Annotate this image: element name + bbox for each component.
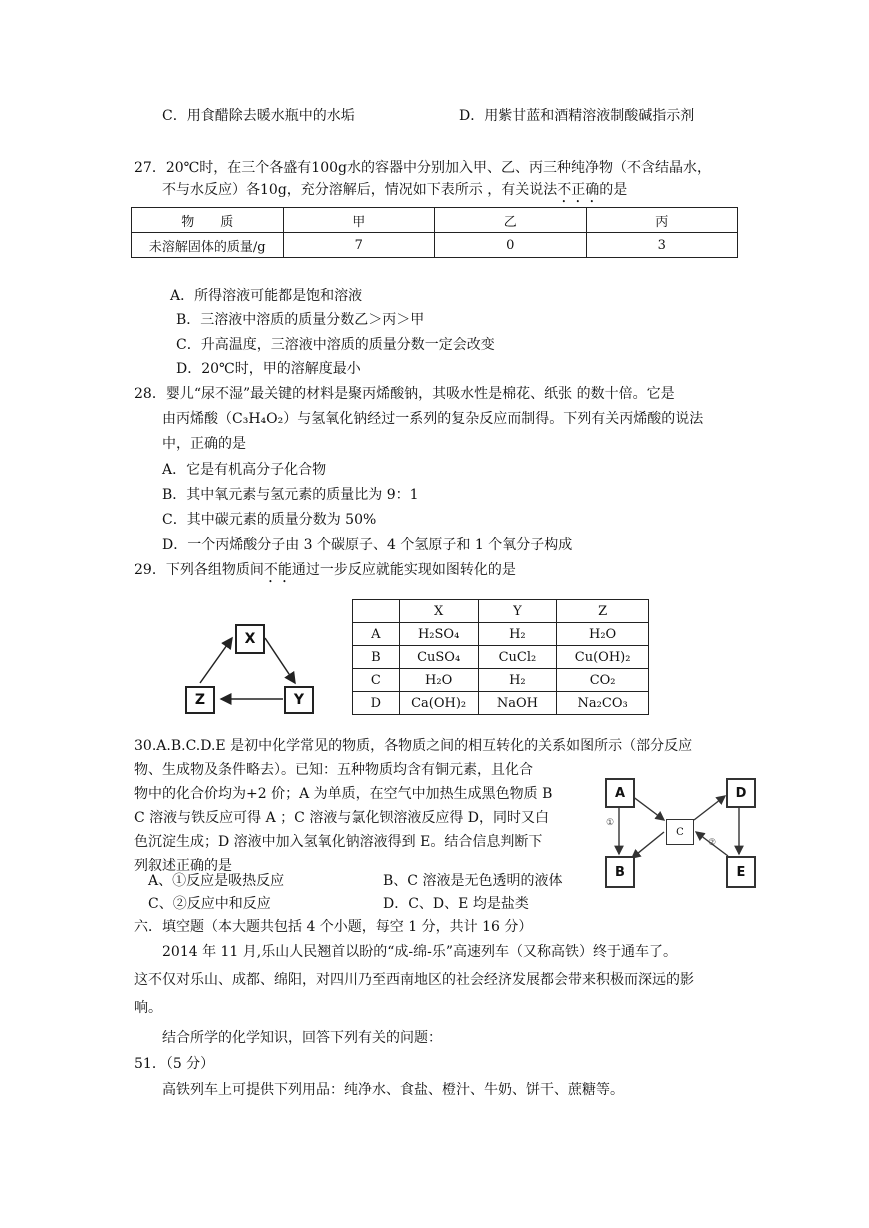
table-row	[353, 623, 649, 646]
q29-row-c-y: H₂	[478, 669, 557, 692]
q29-row-c-z: CO₂	[557, 669, 649, 692]
q26-option-c: C．用食醋除去暖水瓶中的水垢	[162, 108, 355, 124]
q51-text: 高铁列车上可提供下列用品：纯净水、食盐、橙汁、牛奶、饼干、蔗糖等。	[162, 1082, 624, 1098]
q30-option-d: D．C、D、E 均是盐类	[383, 896, 529, 912]
q27-header-bing: 丙	[586, 208, 738, 233]
q28-option-c: C．其中碳元素的质量分数为 50%	[162, 512, 377, 528]
q29-row-a-y: H₂	[478, 623, 557, 646]
q27-cell-bing: 3	[586, 233, 738, 258]
q27-header-substance: 物 质	[132, 208, 284, 233]
q30-stem-line3: 物中的化合价均为+2 价；A 为单质，在空气中加热生成黑色物质 B	[134, 786, 553, 802]
q27-header-yi: 乙	[435, 208, 587, 233]
q51-heading: 51．（5 分）	[134, 1056, 215, 1072]
q29-row-b-z: Cu(OH)₂	[557, 646, 649, 669]
q27-cell-jia: 7	[283, 233, 435, 258]
q30-stem-line5: 色沉淀生成；D 溶液中加入氢氧化钠溶液得到 E。结合信息判断下	[134, 834, 543, 850]
q29-row-c-x: H₂O	[399, 669, 478, 692]
q30-node-b: B	[605, 856, 635, 888]
q28-option-a: A．它是有机高分子化合物	[162, 462, 327, 478]
q29-row-b-x: CuSO₄	[399, 646, 478, 669]
q29-node-x: X	[235, 624, 265, 654]
arrow-x-to-y	[265, 638, 295, 683]
q29-stem-pre: 29．下列各组物质间	[134, 562, 264, 578]
q28-stem-line3: 中，正确的是	[162, 436, 246, 452]
q29-row-d-label: D	[353, 692, 400, 715]
q27-stem-line2-post: 的是	[599, 182, 628, 198]
q27-header-jia: 甲	[283, 208, 435, 233]
q30-node-d: D	[726, 778, 756, 808]
q27-table	[131, 207, 738, 258]
q28-option-d: D．一个丙烯酸分子由 3 个碳原子、4 个氢原子和 1 个氧分子构成	[162, 537, 573, 553]
arrow-c-to-b	[632, 832, 664, 858]
q29-node-y: Y	[284, 686, 314, 714]
q29-row-a-label: A	[353, 623, 400, 646]
arrow-z-to-x	[200, 638, 232, 683]
q29-node-z: Z	[185, 686, 215, 714]
q26-option-d: D．用紫甘蓝和酒精溶液制酸碱指示剂	[459, 108, 695, 124]
q27-stem-line1: 27．20℃时，在三个各盛有100g水的容器中分别加入甲、乙、丙三种纯净物（不含结晶水，	[134, 160, 711, 176]
q27-option-d: D．20℃时，甲的溶解度最小	[176, 361, 361, 377]
q29-row-b-label: B	[353, 646, 400, 669]
q30-stem-line1: 30.A.B.C.D.E 是初中化学常见的物质，各物质之间的相互转化的关系如图所示（部分反应	[134, 738, 693, 754]
section6-para1-line2: 这不仅对乐山、成都、绵阳，对四川乃至西南地区的社会经济发展都会带来积极而深远的影	[134, 972, 694, 988]
q30-node-a: A	[605, 778, 635, 808]
q29-row-a-z: H₂O	[557, 623, 649, 646]
q27-cell-yi: 0	[435, 233, 587, 258]
q29-row-d-x: Ca(OH)₂	[399, 692, 478, 715]
q28-stem-line2: 由丙烯酸（C₃H₄O₂）与氢氧化钠经过一系列的复杂反应而制得。下列有关丙烯酸的说法	[162, 411, 704, 427]
q29-header-y: Y	[478, 600, 557, 623]
q27-emphasis: 不正确	[557, 182, 600, 198]
q29-stem	[134, 560, 516, 586]
q29-stem-post: 通过一步反应就能实现如图转化的是	[291, 562, 516, 578]
table-row	[353, 692, 649, 715]
q28-stem-line1: 28．婴儿“尿不湿”最关键的材料是聚丙烯酸钠，其吸水性是棉花、纸张 的数十倍。它是	[134, 386, 675, 402]
table-row	[353, 600, 649, 623]
q27-stem-line2	[162, 180, 627, 206]
table-row	[353, 669, 649, 692]
q30-stem-line6: 列叙述正确的是	[134, 858, 232, 874]
q30-stem-line2: 物、生成物及条件略去）。已知：五种物质均含有铜元素，且化合	[134, 762, 533, 778]
q30-mark-1: ①	[606, 818, 615, 828]
q30-mark-2: ②	[708, 838, 717, 848]
q30-option-b: B、C 溶液是无色透明的液体	[383, 873, 563, 889]
section6-para2: 结合所学的化学知识，回答下列有关的问题：	[162, 1030, 442, 1046]
q29-row-a-x: H₂SO₄	[399, 623, 478, 646]
q27-option-a: A．所得溶液可能都是饱和溶液	[170, 288, 363, 304]
arrow-c-to-d	[694, 796, 725, 820]
table-row	[132, 208, 738, 233]
q27-stem-line2-pre: 不与水反应）各10g，充分溶解后，情况如下表所示 ，有关说法	[162, 182, 558, 198]
section6-title: 六．填空题（本大题共包括 4 个小题，每空 1 分，共计 16 分）	[134, 919, 533, 935]
q30-option-a: A、①反应是吸热反应	[148, 873, 285, 889]
q29-header-blank	[353, 600, 400, 623]
q29-header-z: Z	[557, 600, 649, 623]
table-row	[353, 646, 649, 669]
q29-row-d-z: Na₂CO₃	[557, 692, 649, 715]
q29-row-b-y: CuCl₂	[478, 646, 557, 669]
q29-row-d-y: NaOH	[478, 692, 557, 715]
q29-row-c-label: C	[353, 669, 400, 692]
q27-row-label: 未溶解固体的质量/g	[132, 233, 284, 258]
q27-option-c: C．升高温度，三溶液中溶质的质量分数一定会改变	[176, 337, 495, 353]
q30-stem-line4: C 溶液与铁反应可得 A ；C 溶液与氯化钡溶液反应得 D，同时又白	[134, 810, 550, 826]
q30-node-e: E	[726, 856, 756, 888]
q30-node-c: C	[666, 819, 694, 845]
q28-option-b: B．其中氧元素与氢元素的质量比为 9：1	[162, 487, 419, 503]
q27-option-b: B．三溶液中溶质的质量分数乙＞丙＞甲	[176, 312, 425, 328]
q29-emphasis: 不能	[263, 562, 292, 578]
section6-para1-line1: 2014 年 11 月,乐山人民翘首以盼的“成-绵-乐”高速列车（又称高铁）终于通车了。	[162, 944, 678, 960]
section6-para1-line3: 响。	[134, 1000, 162, 1016]
q29-header-x: X	[399, 600, 478, 623]
arrow-a-to-c	[632, 796, 664, 820]
q29-table	[352, 599, 649, 715]
q30-option-c: C、②反应中和反应	[148, 896, 271, 912]
table-row	[132, 233, 738, 258]
